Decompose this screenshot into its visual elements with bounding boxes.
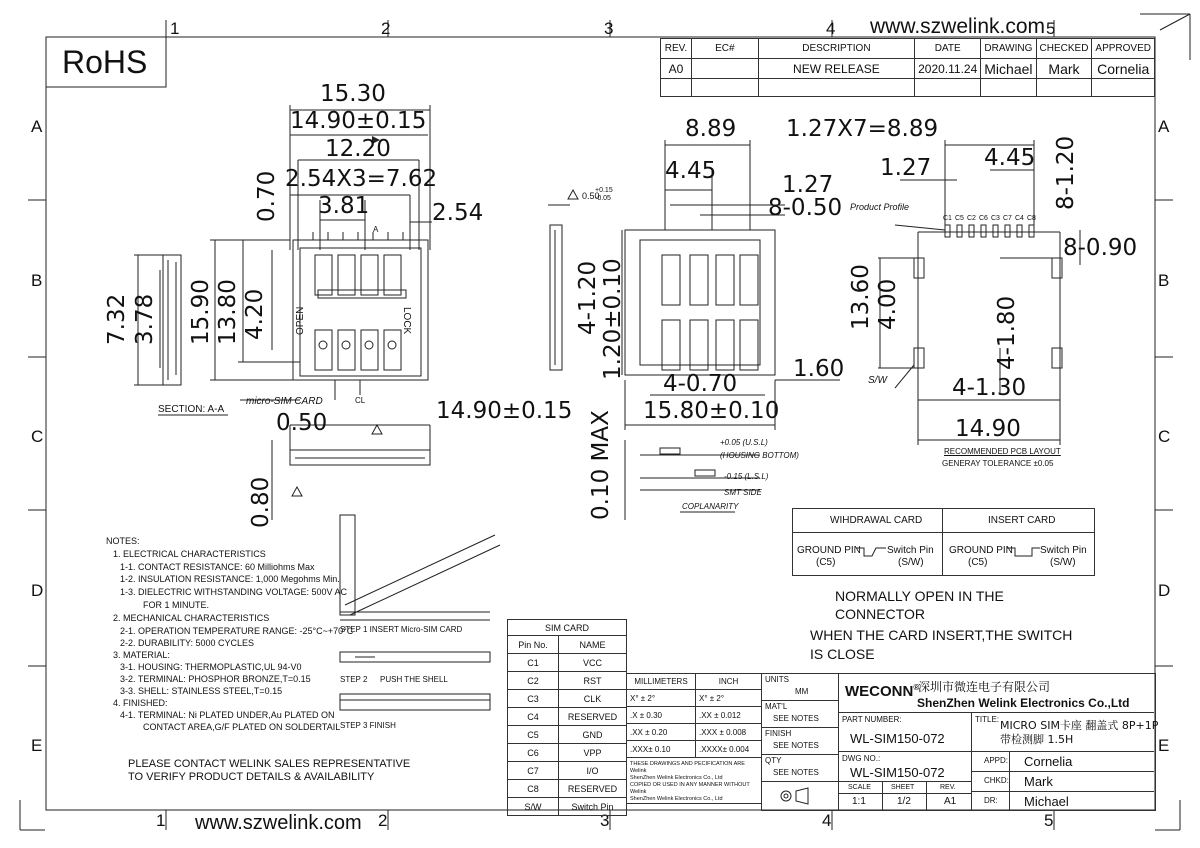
- dim-1-27-mid: 1.27: [782, 172, 834, 198]
- dim-4-1-30: 4-1.30: [952, 375, 1027, 401]
- table-cell: .XXXX± 0.004: [696, 741, 762, 758]
- dim-13-60: 13.60: [848, 264, 874, 330]
- units-label: UNITS: [765, 675, 789, 684]
- withdraw-switch-pin: Switch Pin: [887, 545, 934, 556]
- table-cell: .X ± 0.30: [627, 707, 696, 724]
- chkd-label: CHKD:: [984, 776, 1009, 785]
- row-label-d: D: [31, 581, 44, 600]
- table-cell: Switch Pin: [559, 798, 627, 816]
- brand-logo: [845, 684, 919, 699]
- label-smt-side: SMT SIDE: [724, 488, 762, 497]
- rev-value-date: 2020.11.24: [915, 59, 981, 79]
- col-label-2: 2: [381, 19, 391, 38]
- table-cell: GND: [559, 726, 627, 744]
- step-2-label: STEP 2: [340, 675, 368, 684]
- note-normally-open-2: CONNECTOR: [835, 606, 925, 622]
- sim-table-title: SIM CARD: [508, 620, 627, 636]
- dim-7-32: 7.32: [104, 293, 130, 345]
- col-label-3-bottom: 3: [600, 811, 610, 830]
- brand-name: WECONN: [845, 683, 914, 700]
- withdraw-sw: (S/W): [898, 557, 924, 568]
- label-insert-card: INSERT CARD: [988, 515, 1056, 526]
- row-label-a-right: A: [1158, 117, 1170, 136]
- flatness-tol-down: -0.05: [595, 195, 611, 202]
- rev-value-approved: Cornelia: [1092, 59, 1155, 79]
- table-cell: C4: [508, 708, 559, 726]
- dim-4-1-20: 4-1.20: [575, 260, 601, 335]
- dim-0-10-max: 0.10 MAX: [588, 410, 614, 520]
- dim-1-20-pm: 1.20±0.10: [600, 258, 626, 380]
- dim-8-0-50: 8-0.50: [768, 195, 843, 221]
- note-line: 2. MECHANICAL CHARACTERISTICS: [113, 613, 270, 623]
- note-line: 2-1. OPERATION TEMPERATURE RANGE: -25°C~+70°C: [120, 626, 354, 636]
- table-cell: I/O: [559, 762, 627, 780]
- col-label-5-bottom: 5: [1044, 811, 1054, 830]
- flatness-tol-up: +0.15: [595, 187, 613, 194]
- table-cell: C6: [508, 744, 559, 762]
- label-product-profile: Product Profile: [850, 202, 910, 212]
- row-label-e-right: E: [1158, 736, 1170, 755]
- dim-0-80: 0.80: [248, 476, 274, 528]
- table-cell: VPP: [559, 744, 627, 762]
- sim-table-col-pin: Pin No.: [508, 636, 559, 654]
- insert-c5: (C5): [968, 557, 988, 568]
- note-line: 2-2. DURABILITY: 5000 CYCLES: [120, 638, 255, 648]
- note-normally-open-1: NORMALLY OPEN IN THE: [835, 588, 1004, 604]
- note-line: 3-1. HOUSING: THERMOPLASTIC,UL 94-V0: [120, 662, 302, 672]
- table-cell: .XX ± 0.20: [627, 724, 696, 741]
- rev-header-date: DATE: [915, 39, 981, 59]
- label-section-a-a: SECTION: A-A: [158, 404, 225, 415]
- label-recommended-pcb: RECOMMENDED PCB LAYOUT: [944, 447, 1061, 456]
- finish-value: SEE NOTES: [773, 741, 819, 750]
- contact-line-1: PLEASE CONTACT WELINK SALES REPRESENTATIVE: [128, 758, 411, 770]
- header-website[interactable]: www.szwelink.com: [870, 15, 1046, 38]
- tol-header-inch: INCH: [696, 674, 762, 690]
- step-3-label: STEP 3 FINISH: [340, 721, 396, 730]
- part-number: WL-SIM150-072: [850, 731, 945, 746]
- label-open: OPEN: [295, 306, 306, 335]
- row-label-c: C: [31, 427, 44, 446]
- pin-c6: C6: [979, 215, 988, 222]
- flatness-value: 0.50: [582, 191, 600, 201]
- rev-label: REV.: [940, 784, 956, 791]
- row-label-c-right: C: [1158, 427, 1171, 446]
- dim-15-90: 15.90: [188, 279, 214, 345]
- brand-registered: ®: [913, 683, 920, 692]
- label-cl: CL: [355, 396, 366, 405]
- row-label-e: E: [31, 736, 43, 755]
- table-cell: C5: [508, 726, 559, 744]
- col-label-3: 3: [604, 19, 614, 38]
- label-coplanarity: COPLANARITY: [682, 502, 739, 511]
- dim-1-60: 1.60: [793, 356, 845, 382]
- dim-0-70: 0.70: [254, 170, 280, 222]
- table-cell: C8: [508, 780, 559, 798]
- title-line-1: MICRO SIM卡座 翻盖式 8P+1P: [1000, 719, 1159, 732]
- pin-c7: C7: [1003, 215, 1012, 222]
- rev-value: A1: [944, 796, 957, 807]
- note-line: 4. FINISHED:: [113, 698, 168, 708]
- contact-line-2: TO VERIFY PRODUCT DETAILS & AVAILABILITY: [128, 771, 375, 783]
- units-value: MM: [795, 687, 809, 696]
- rev-header-description: DESCRIPTION: [758, 39, 914, 59]
- dim-13-80: 13.80: [215, 279, 241, 345]
- table-cell: C7: [508, 762, 559, 780]
- step-1-label: STEP 1 INSERT Micro-SIM CARD: [340, 625, 463, 634]
- dim-4-20: 4.20: [242, 288, 268, 340]
- dim-3-81: 3.81: [318, 193, 370, 219]
- chkd-value: Mark: [1024, 774, 1053, 789]
- company-en-name: ShenZhen Welink Electronics Co.,Ltd: [917, 696, 1130, 710]
- table-cell: C3: [508, 690, 559, 708]
- note-line: 1-3. DIELECTRIC WITHSTANDING VOLTAGE: 500V AC: [120, 587, 348, 597]
- note-line: FOR 1 MINUTE.: [143, 600, 210, 610]
- part-number-label: PART NUMBER:: [842, 715, 902, 724]
- note-line: CONTACT AREA,G/F PLATED ON SOLDERTAIL: [143, 722, 341, 732]
- dim-4-45-right: 4.45: [984, 145, 1036, 171]
- col-label-1: 1: [170, 19, 180, 38]
- pin-c3: C3: [991, 215, 1000, 222]
- insert-ground-pin: GROUND PIN: [949, 545, 1013, 556]
- table-cell: X° ± 2°: [627, 690, 696, 707]
- scale-value: 1:1: [852, 796, 866, 807]
- withdraw-c5: (C5): [816, 557, 836, 568]
- pin-c1: C1: [943, 215, 952, 222]
- rev-header-drawing: DRAWING: [981, 39, 1036, 59]
- rev-value-rev: A0: [661, 59, 692, 79]
- table-cell: .XX ± 0.012: [696, 707, 762, 724]
- dwg-no-label: DWG NO.:: [842, 754, 881, 763]
- note-line: 1-1. CONTACT RESISTANCE: 60 Milliohms Max: [120, 562, 315, 572]
- note-normally-open-4: IS CLOSE: [810, 646, 875, 662]
- dr-label: DR:: [984, 796, 998, 805]
- insert-sw: (S/W): [1050, 557, 1076, 568]
- revision-table: [660, 38, 1155, 97]
- tolerance-table: [626, 673, 762, 804]
- note-line: 3-3. SHELL: STAINLESS STEEL,T=0.15: [120, 686, 283, 696]
- row-label-b: B: [31, 271, 43, 290]
- rev-value-ec: [691, 59, 758, 79]
- dim-1-27x7: 1.27X7=8.89: [786, 116, 939, 142]
- qty-value: SEE NOTES: [773, 768, 819, 777]
- dim-2-54: 2.54: [432, 200, 484, 226]
- dim-4-45-mid: 4.45: [665, 158, 717, 184]
- pin-c5: C5: [955, 215, 964, 222]
- matl-label: MAT'L: [765, 702, 788, 711]
- legal-line: ShenZhen Welink Electronics Co., Ltd: [630, 775, 723, 781]
- dim-14-90-pcb: 14.90: [955, 416, 1021, 442]
- appd-label: APPD:: [984, 756, 1009, 765]
- dr-value: Michael: [1024, 794, 1069, 809]
- table-cell: RESERVED: [559, 780, 627, 798]
- rev-header-approved: APPROVED: [1092, 39, 1155, 59]
- table-cell: C2: [508, 672, 559, 690]
- rev-value-description: NEW RELEASE: [758, 59, 914, 79]
- notes-heading: NOTES:: [106, 536, 140, 546]
- pin-c2: C2: [967, 215, 976, 222]
- label-withdrawal-card: WIHDRAWAL CARD: [830, 515, 923, 526]
- dim-3-78: 3.78: [132, 293, 158, 345]
- note-line: 3-2. TERMINAL: PHOSPHOR BRONZE,T=0.15: [120, 674, 311, 684]
- table-cell: X° ± 2°: [696, 690, 762, 707]
- row-label-b-right: B: [1158, 271, 1170, 290]
- pin-c8: C8: [1027, 215, 1036, 222]
- dim-1-27-right: 1.27: [880, 155, 932, 181]
- col-label-4-bottom: 4: [822, 811, 832, 830]
- dim-14-90-top: 14.90±0.15: [290, 108, 427, 134]
- label-sw: S/W: [868, 375, 887, 386]
- col-label-5: 5: [1046, 19, 1056, 38]
- rev-header-checked: CHECKED: [1036, 39, 1092, 59]
- col-label-2-bottom: 2: [378, 811, 388, 830]
- pin-c4: C4: [1015, 215, 1024, 222]
- sim-card-table: [507, 619, 627, 816]
- company-cn-name: 深圳市微连电子有限公司: [918, 680, 1051, 694]
- dim-4-00: 4.00: [875, 278, 901, 330]
- dim-14-90-side: 14.90±0.15: [436, 398, 573, 424]
- table-cell: C1: [508, 654, 559, 672]
- dim-12-20: 12.20: [325, 136, 391, 162]
- appd-value: Cornelia: [1024, 754, 1073, 769]
- col-label-1-bottom: 1: [156, 811, 166, 830]
- sheet-value: 1/2: [897, 796, 911, 807]
- sim-table-col-name: NAME: [559, 636, 627, 654]
- legal-line: ShenZhen Welink Electronics Co., Ltd: [630, 796, 723, 802]
- matl-value: SEE NOTES: [773, 714, 819, 723]
- legal-line: COPIED OR USED IN ANY MANNER WITHOUT Welink: [630, 782, 750, 795]
- dim-8-0-90: 8-0.90: [1063, 235, 1138, 261]
- row-label-a: A: [31, 117, 43, 136]
- label-general-tolerance: GENERAY TOLERANCE ±0.05: [942, 459, 1054, 468]
- legal-line: THESE DRAWINGS AND PECIFICATION ARE Welink: [630, 761, 745, 774]
- label-micro-sim-card: micro-SIM CARD: [246, 396, 323, 407]
- qty-label: QTY: [765, 756, 782, 765]
- rev-header-ec: EC#: [691, 39, 758, 59]
- note-line: 4-1. TERMINAL: Ni PLATED UNDER,Au PLATED ON: [120, 710, 335, 720]
- insert-switch-pin: Switch Pin: [1040, 545, 1087, 556]
- dim-pitch-7-62: 2.54X3=7.62: [285, 166, 438, 192]
- rev-value-drawing: Michael: [981, 59, 1036, 79]
- rev-header-rev: REV.: [661, 39, 692, 59]
- rev-value-checked: Mark: [1036, 59, 1092, 79]
- title-label: TITLE:: [975, 715, 1000, 724]
- table-cell: CLK: [559, 690, 627, 708]
- label-usl: +0.05 (U.S.L): [720, 438, 768, 447]
- table-cell: VCC: [559, 654, 627, 672]
- table-cell: RESERVED: [559, 708, 627, 726]
- label-section-marker: A: [373, 225, 379, 234]
- col-label-4: 4: [826, 19, 836, 38]
- tol-header-mm: MILLIMETERS: [627, 674, 696, 690]
- dim-15-30: 15.30: [320, 81, 386, 107]
- table-cell: RST: [559, 672, 627, 690]
- sheet-label: SHEET: [891, 784, 915, 791]
- note-line: 1. ELECTRICAL CHARACTERISTICS: [113, 549, 266, 559]
- dim-8-89: 8.89: [685, 116, 737, 142]
- note-line: 1-2. INSULATION RESISTANCE: 1,000 Megohms Min.: [120, 574, 340, 584]
- rohs-label: RoHS: [62, 44, 148, 80]
- footer-website[interactable]: www.szwelink.com: [195, 812, 362, 834]
- note-line: 3. MATERIAL:: [113, 650, 170, 660]
- label-housing-bottom: (HOUSING BOTTOM): [720, 451, 799, 460]
- dim-8-1-20: 8-1.20: [1053, 135, 1079, 210]
- dim-4-0-70: 4-0.70: [663, 371, 738, 397]
- table-cell: S/W: [508, 798, 559, 816]
- withdraw-ground-pin: GROUND PIN: [797, 545, 861, 556]
- label-lock: LOCK: [401, 307, 412, 335]
- table-cell: .XXX ± 0.008: [696, 724, 762, 741]
- dim-0-50: 0.50: [276, 410, 328, 436]
- table-cell: .XXX± 0.10: [627, 741, 696, 758]
- dim-4-1-80: 4-1.80: [994, 295, 1020, 370]
- step-2-action: PUSH THE SHELL: [380, 675, 448, 684]
- row-label-d-right: D: [1158, 581, 1171, 600]
- note-normally-open-3: WHEN THE CARD INSERT,THE SWITCH: [810, 627, 1073, 643]
- label-lsl: -0.15 (L.S.L): [724, 472, 769, 481]
- dwg-no: WL-SIM150-072: [850, 765, 945, 780]
- finish-label: FINISH: [765, 729, 792, 738]
- scale-label: SCALE: [848, 784, 871, 791]
- title-line-2: 带检测脚 1.5H: [1000, 733, 1074, 746]
- dim-15-80: 15.80±0.10: [643, 398, 780, 424]
